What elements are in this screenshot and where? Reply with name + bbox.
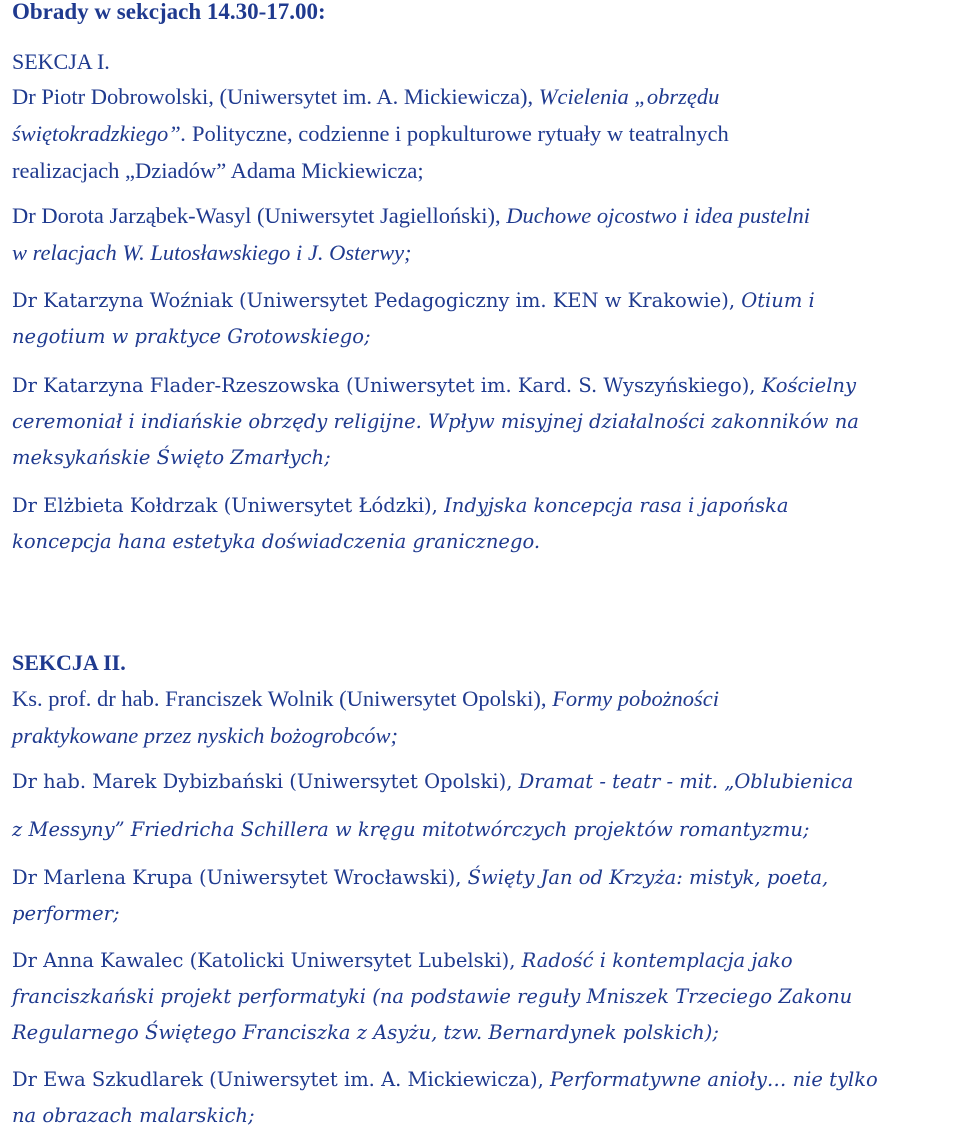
entry-line bbox=[12, 368, 956, 404]
section-1-entry-2 bbox=[12, 197, 956, 271]
paper-title-text: franciszkański projekt performatyki (na podstawie reguły Mniszek Trzeciego Zakonu bbox=[12, 985, 853, 1008]
paper-title-text: koncepcja hana estetyka doświadczenia granicznego. bbox=[12, 530, 541, 553]
speaker-text: Dr Ewa Szkudlarek (Uniwersytet im. A. Mickiewicza), bbox=[12, 1068, 551, 1091]
section-1-entry-4 bbox=[12, 368, 956, 476]
entry-line bbox=[12, 717, 956, 754]
entry-line bbox=[12, 979, 956, 1015]
paper-title-text: z Messyny” Friedricha Schillera w kręgu mitotwórczych projektów romantyzmu; bbox=[12, 818, 810, 841]
paper-title-text: Indyjska koncepcja rasa i japońska bbox=[444, 494, 789, 517]
paper-title-text: performer; bbox=[12, 902, 120, 925]
paper-title-text: w relacjach W. Lutosławskiego i J. Osterwy; bbox=[12, 240, 412, 265]
paper-title-text: Dramat - teatr - mit. „Oblubienica bbox=[518, 770, 854, 793]
entry-line bbox=[12, 896, 956, 932]
paper-title-text: Święty Jan od Krzyża: mistyk, poeta, bbox=[467, 866, 829, 889]
speaker-text: Dr Elżbieta Kołdrzak (Uniwersytet Łódzki), bbox=[12, 494, 445, 517]
speaker-text: Dr Piotr Dobrowolski, (Uniwersytet im. A. Mickiewicza), bbox=[12, 84, 539, 109]
paper-title-text: Kościelny bbox=[761, 374, 857, 397]
paper-title-text: Wcielenia „obrzędu bbox=[538, 84, 720, 109]
speaker-text: Dr Anna Kawalec (Katolicki Uniwersytet Lubelski), bbox=[12, 949, 522, 972]
entry-line bbox=[12, 943, 956, 979]
speaker-text: Dr Dorota Jarząbek-Wasyl (Uniwersytet Jagielloński), bbox=[12, 203, 507, 228]
entry-line bbox=[12, 283, 956, 319]
section-1-title: SEKCJA I. bbox=[12, 49, 110, 74]
entry-line bbox=[12, 488, 956, 524]
speaker-text: Polityczne, codzienne i popkulturowe rytuały w teatralnych bbox=[192, 121, 729, 146]
entry-line bbox=[12, 812, 956, 848]
section-2-entry-1 bbox=[12, 680, 956, 754]
entry-line bbox=[12, 197, 956, 234]
speaker-text: realizacjach „Dziadów” Adama Mickiewicza; bbox=[12, 158, 424, 183]
section-2-entry-6 bbox=[12, 1062, 956, 1134]
paper-title-text: Formy pobożności bbox=[552, 686, 720, 711]
speaker-text: Ks. prof. dr hab. Franciszek Wolnik (Uniwersytet Opolski), bbox=[12, 686, 553, 711]
speaker-text: Dr Katarzyna Flader-Rzeszowska (Uniwersytet im. Kard. S. Wyszyńskiego), bbox=[12, 374, 762, 397]
entry-line bbox=[12, 78, 956, 115]
entry-line bbox=[12, 115, 956, 152]
speaker-text: Dr hab. Marek Dybizbański (Uniwersytet Opolski), bbox=[12, 770, 519, 793]
entry-line bbox=[12, 524, 956, 560]
entry-line bbox=[12, 152, 956, 189]
paper-title-text: na obrazach malarskich; bbox=[12, 1104, 255, 1127]
paper-title-text: Radość i kontemplacja jako bbox=[521, 949, 793, 972]
entry-line bbox=[12, 1015, 956, 1051]
entry-line bbox=[12, 1062, 956, 1098]
speaker-text: Dr Katarzyna Woźniak (Uniwersytet Pedagogiczny im. KEN w Krakowie), bbox=[12, 289, 742, 312]
section-2-entry-5 bbox=[12, 943, 956, 1051]
section-2-entry-3 bbox=[12, 812, 956, 848]
section-2-entry-4 bbox=[12, 860, 956, 932]
paper-title-text: praktykowane przez nyskich bożogrobców; bbox=[12, 723, 398, 748]
section-2-title: SEKCJA II. bbox=[12, 650, 126, 675]
entry-line bbox=[12, 440, 956, 476]
page-title: Obrady w sekcjach 14.30-17.00: bbox=[12, 0, 326, 24]
paper-title-text: Otium i bbox=[741, 289, 815, 312]
paper-title-text: Performatywne anioły… nie tylko bbox=[550, 1068, 878, 1091]
paper-title-text: Duchowe ojcostwo i idea pustelni bbox=[506, 203, 811, 228]
section-1-entry-5 bbox=[12, 488, 956, 560]
entry-line bbox=[12, 860, 956, 896]
section-1-entry-1 bbox=[12, 78, 956, 189]
section-2-entry-2 bbox=[12, 764, 956, 800]
paper-title-text: Regularnego Świętego Franciszka z Asyżu, tzw. Bernardynek polskich); bbox=[12, 1021, 719, 1044]
entry-line bbox=[12, 319, 956, 355]
speaker-text: Dr Marlena Krupa (Uniwersytet Wrocławski), bbox=[12, 866, 468, 889]
paper-title-text: ceremoniał i indiańskie obrzędy religijne. Wpływ misyjnej działalności zakonników na bbox=[12, 410, 859, 433]
entry-line bbox=[12, 404, 956, 440]
entry-line bbox=[12, 1098, 956, 1134]
entry-line bbox=[12, 764, 956, 800]
section-1-entry-3 bbox=[12, 283, 956, 355]
entry-line bbox=[12, 680, 956, 717]
paper-title-text: negotium w praktyce Grotowskiego; bbox=[12, 325, 371, 348]
paper-title-text: świętokradzkiego”. bbox=[12, 121, 192, 146]
entry-line bbox=[12, 234, 956, 271]
paper-title-text: meksykańskie Święto Zmarłych; bbox=[12, 446, 331, 469]
